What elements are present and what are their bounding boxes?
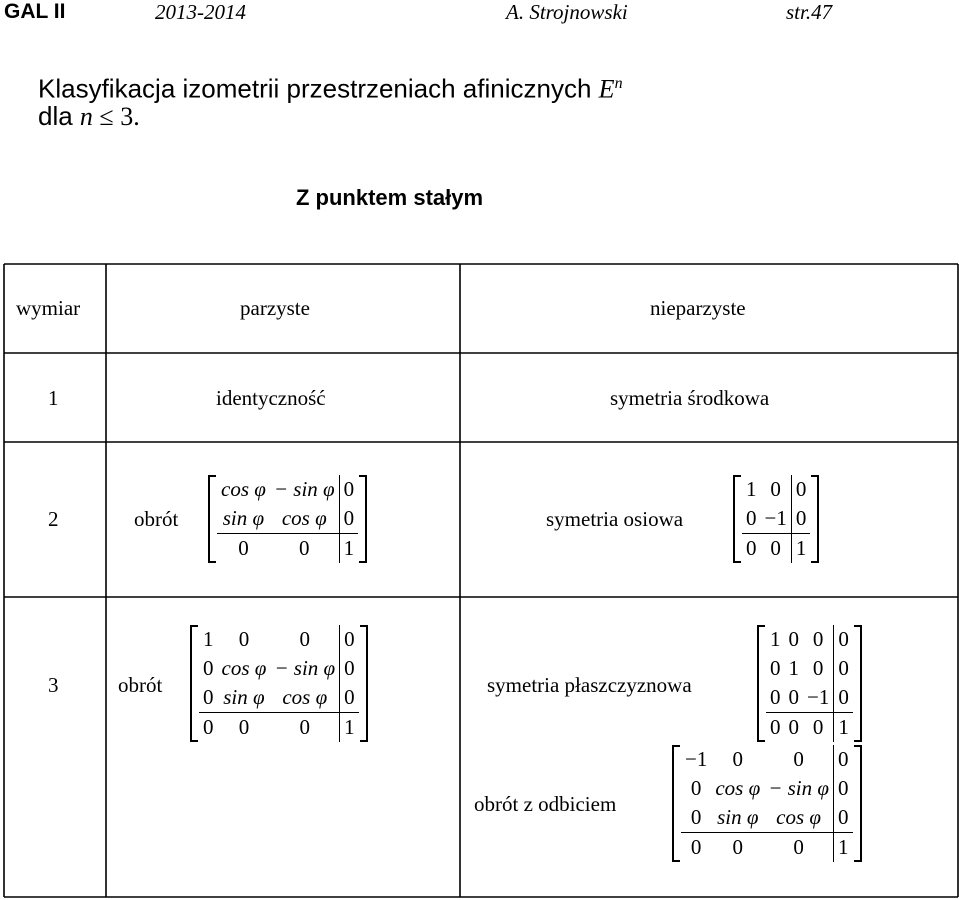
matrix-cell: cos φ	[282, 685, 328, 709]
matrix-cell: 0	[834, 774, 853, 803]
matrix-cell: 0	[812, 656, 824, 680]
matrix-cell: 1	[834, 833, 853, 863]
matrix-cell: 0	[711, 833, 764, 863]
header-even: parzyste	[240, 296, 310, 320]
matrix-cell: 0	[834, 683, 853, 713]
matrix-cell: 0	[732, 747, 744, 771]
title-line1: Klasyfikacja izometrii przestrzeniach afinicznych	[38, 73, 592, 104]
matrix-cell: sin φ	[222, 506, 265, 530]
matrix-cell: 1	[203, 627, 214, 651]
matrix-cell: 0	[788, 685, 799, 709]
matrix-cell: 1	[339, 534, 358, 564]
matrix-cell: 0	[340, 683, 359, 713]
matrix-cell: 0	[742, 534, 761, 564]
matrix-cell: cos φ	[221, 477, 266, 501]
matrix-cell: 0	[834, 745, 853, 774]
matrix-cell: 0	[270, 713, 339, 743]
matrix-cell: sin φ	[223, 685, 265, 709]
matrix-cell: 0	[761, 534, 792, 564]
matrix-cell: 0	[770, 477, 781, 501]
matrix-left-bracket	[733, 475, 741, 563]
matrix-cell: 0	[681, 833, 711, 863]
row1-dimension: 1	[48, 386, 59, 410]
matrix-cell: sin φ	[717, 805, 759, 829]
matrix-right-bracket	[811, 475, 819, 563]
course-label: GAL II	[4, 0, 66, 23]
matrix-cell: 0	[834, 654, 853, 683]
matrix-cell: 1	[340, 713, 359, 743]
matrix-cell: 0	[203, 685, 214, 709]
matrix-cell: 1	[770, 627, 781, 651]
matrix-cell: cos φ	[221, 656, 267, 680]
matrix-cell: 1	[788, 656, 799, 680]
space-symbol: E	[598, 74, 615, 104]
matrix-cell: 0	[764, 833, 833, 863]
matrix-cell: 0	[770, 685, 781, 709]
matrix-cell: − sin φ	[273, 477, 335, 501]
matrix-right-bracket	[854, 745, 862, 862]
matrix-cell: 0	[340, 654, 359, 683]
matrix-cell: −1	[685, 747, 708, 771]
matrix-cell: 0	[690, 805, 702, 829]
matrix-cell: − sin φ	[768, 776, 830, 800]
matrix-right-bracket	[854, 625, 862, 742]
matrix-left-bracket	[757, 625, 765, 742]
matrix-cell: 0	[788, 627, 799, 651]
matrix-cell: 0	[793, 747, 804, 771]
header-dimension: wymiar	[16, 296, 81, 320]
matrix-cell: 0	[791, 504, 810, 534]
row2-odd-matrix	[742, 475, 810, 563]
matrix-cell: cos φ	[776, 805, 822, 829]
matrix-cell: 0	[746, 506, 757, 530]
matrix-cell: cos φ	[715, 776, 761, 800]
matrix-right-bracket	[359, 475, 367, 563]
row2-odd-label: symetria osiowa	[546, 507, 684, 531]
matrix-left-bracket	[190, 625, 198, 742]
matrix-cell: 0	[339, 504, 358, 534]
page-number: str.47	[786, 0, 833, 24]
matrix-cell: 0	[203, 656, 214, 680]
matrix-cell: cos φ	[281, 506, 327, 530]
row2-even-matrix	[217, 475, 358, 563]
section-title: Z punktem stałym	[296, 185, 484, 210]
years-label: 2013-2014	[155, 0, 246, 24]
row3-odd-matrix-b	[681, 745, 853, 862]
title-line2: dla n ≤ 3.	[38, 101, 140, 131]
matrix-cell: −1	[807, 685, 830, 709]
matrix-cell: 0	[766, 713, 785, 743]
matrix-cell: 0	[834, 803, 853, 833]
row2-even-label: obrót	[134, 507, 179, 531]
row3-odd-matrix-a	[766, 625, 853, 742]
matrix-cell: 0	[218, 713, 271, 743]
matrix-cell: 0	[834, 625, 853, 654]
matrix-cell: 0	[270, 534, 339, 564]
row1-odd: symetria środkowa	[610, 386, 770, 410]
matrix-cell: 0	[339, 475, 358, 504]
space-exponent: n	[614, 75, 623, 92]
row1-even: identyczność	[216, 386, 326, 410]
row3-dimension: 3	[48, 673, 59, 697]
row3-even-label: obrót	[118, 673, 163, 697]
matrix-cell: 1	[791, 534, 810, 564]
row2-dimension: 2	[48, 507, 59, 531]
author-label: A. Strojnowski	[506, 0, 628, 24]
matrix-left-bracket	[672, 745, 680, 862]
row3-odd-label-a: symetria płaszczyznowa	[487, 673, 692, 697]
matrix-right-bracket	[360, 625, 368, 742]
header-odd: nieparzyste	[650, 296, 746, 320]
matrix-cell: 1	[834, 713, 853, 743]
matrix-cell: 0	[217, 534, 270, 564]
matrix-cell: 0	[770, 656, 781, 680]
matrix-cell: 0	[340, 625, 359, 654]
matrix-left-bracket	[208, 475, 216, 563]
matrix-cell: 0	[299, 627, 311, 651]
matrix-cell: 0	[690, 776, 702, 800]
matrix-cell: 0	[785, 713, 804, 743]
matrix-cell: 0	[199, 713, 218, 743]
matrix-cell: 1	[746, 477, 757, 501]
matrix-cell: − sin φ	[274, 656, 336, 680]
row3-odd-label-b: obrót z odbiciem	[474, 792, 617, 816]
matrix-cell: −1	[764, 506, 787, 530]
matrix-cell: 0	[238, 627, 250, 651]
matrix-cell: 0	[791, 475, 810, 504]
row3-even-matrix	[199, 625, 359, 742]
matrix-cell: 0	[812, 627, 824, 651]
matrix-cell: 0	[803, 713, 834, 743]
